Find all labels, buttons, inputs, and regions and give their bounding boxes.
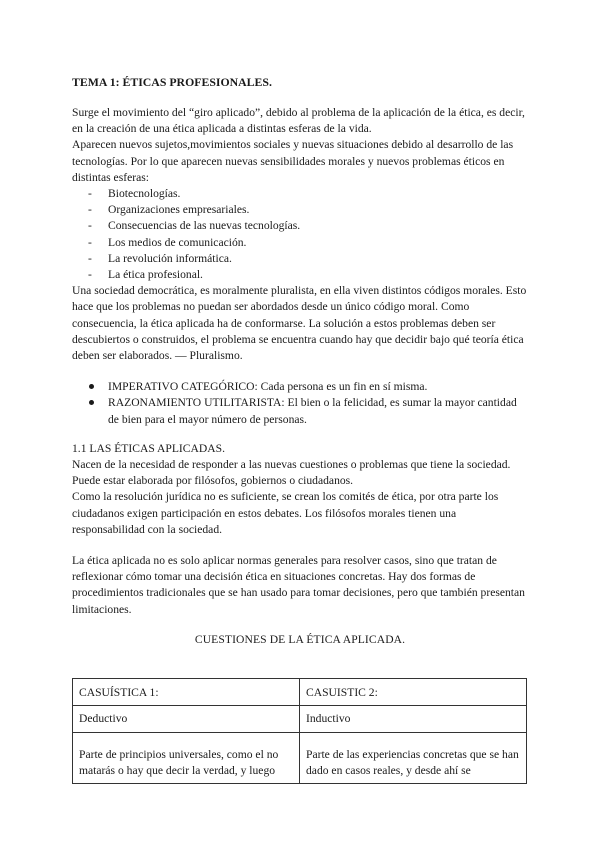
- intro-paragraph-2: Aparecen nuevos sujetos,movimientos sociales y nuevas situaciones debido al desarrollo de las tecnologías. Por lo que aparecen nuevas sensibilidades morales y nuevos problemas éticos en distintas esferas:: [72, 138, 514, 184]
- table-row: [73, 679, 527, 706]
- list-item: - Organizaciones empresariales.: [72, 202, 528, 218]
- pluralism-paragraph: Una sociedad democrática, es moralmente pluralista, en ella viven distintos códigos morales. Esto hace que los problemas no puedan ser abordados desde un único código moral. Como consecuencia, la ética aplicada ha de conformarse. La solución a estos problemas deben ser descubiertos o construidos, el problema se encuentra cuando hay que decidir bajo qué teoría ética deben ser elaborados. — Pluralismo.: [72, 284, 527, 363]
- table-cell: Inductivo: [300, 706, 527, 732]
- list-item: - La ética profesional.: [72, 267, 528, 283]
- document-title: TEMA 1: ÉTICAS PROFESIONALES.: [72, 75, 272, 89]
- table-cell: Parte de las experiencias concretas que se han dado en casos reales, y desde ahí se: [300, 732, 527, 783]
- table-cell: CASUÍSTICA 1:: [73, 679, 300, 706]
- section-heading: 1.1 LAS ÉTICAS APLICADAS.: [72, 441, 225, 455]
- intro-paragraph-1: Surge el movimiento del “giro aplicado”, debido al problema de la aplicación de la ética, es decir, en la creación de una ética aplicada a distintas esferas de la vida.: [72, 106, 525, 136]
- principle-text: IMPERATIVO CATEGÓRICO: Cada persona es un fin en sí misma.: [108, 380, 428, 394]
- questions-heading: CUESTIONES DE LA ÉTICA APLICADA.: [194, 632, 406, 646]
- table-cell: CASUISTIC 2:: [300, 679, 527, 706]
- spheres-list: [72, 186, 528, 283]
- principle-text: RAZONAMIENTO UTILITARISTA: El bien o la felicidad, es sumar la mayor cantidad de bien para el mayor número de personas.: [108, 396, 517, 426]
- list-item: [72, 395, 528, 427]
- principles-list: [72, 379, 528, 428]
- table-cell: Deductivo: [73, 706, 300, 732]
- bullet-icon: [89, 400, 94, 405]
- list-item: - Biotecnologías.: [72, 186, 528, 202]
- list-item: - La revolución informática.: [72, 251, 528, 267]
- applied-ethics-paragraph: La ética aplicada no es solo aplicar normas generales para resolver casos, sino que tratan de reflexionar cómo tomar una decisión ética en situaciones concretas. Hay dos formas de procedimientos tradicionales que se han usado para tomar decisiones, pero que también presentan limitaciones.: [72, 554, 525, 616]
- bullet-icon: [89, 384, 94, 389]
- section-paragraph-2: Como la resolución jurídica no es suficiente, se crean los comités de ética, por otra parte los ciudadanos exigen participación en estos debates. Los filósofos morales tienen una responsabilidad con la sociedad.: [72, 490, 499, 536]
- document-page: [72, 74, 528, 784]
- table-row: [73, 732, 527, 783]
- list-item: - Los medios de comunicación.: [72, 235, 528, 251]
- casuistry-table: [72, 678, 527, 784]
- section-paragraph-1: Nacen de la necesidad de responder a las nuevas cuestiones o problemas que tiene la sociedad. Puede estar elaborada por filósofos, gobiernos o ciudadanos.: [72, 458, 511, 488]
- table-cell: Parte de principios universales, como el no matarás o hay que decir la verdad, y luego: [73, 732, 300, 783]
- list-item: - Consecuencias de las nuevas tecnologías.: [72, 218, 528, 234]
- list-item: [72, 379, 528, 395]
- table-row: [73, 706, 527, 732]
